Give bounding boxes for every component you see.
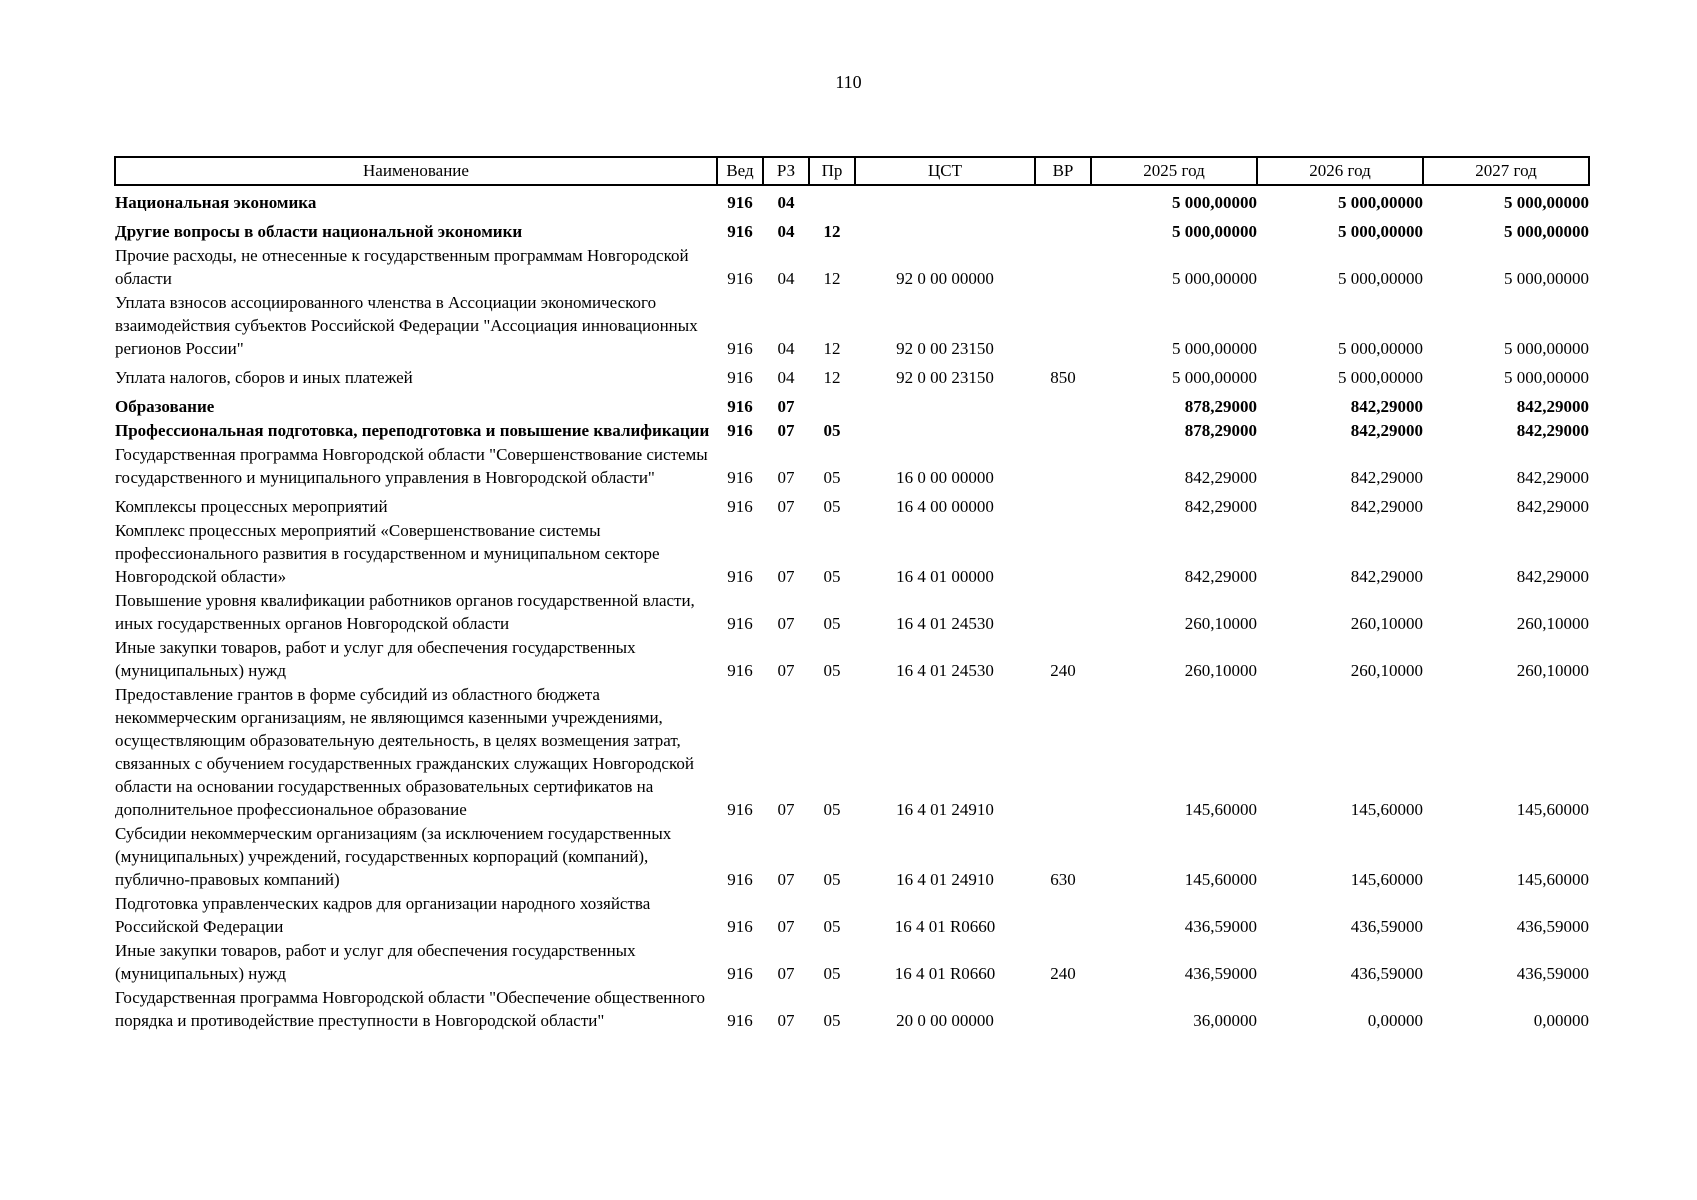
header-2025: 2025 год	[1091, 157, 1257, 185]
row-vr	[1035, 443, 1091, 490]
row-rz: 04	[777, 269, 795, 288]
row-2027: 436,59000	[1516, 917, 1589, 936]
row-2025: 842,29000	[1184, 497, 1257, 516]
table-row	[115, 215, 1589, 244]
row-2027: 5 000,00000	[1504, 339, 1589, 358]
row-ved: 916	[727, 497, 753, 516]
row-name: Прочие расходы, не отнесенные к государственным программам Новгородской области	[115, 246, 689, 288]
row-pr: 05	[823, 614, 841, 633]
row-2027: 5 000,00000	[1504, 222, 1589, 241]
header-pr: Пр	[809, 157, 855, 185]
table-row	[115, 291, 1589, 361]
table-row	[115, 490, 1589, 519]
row-2027: 5 000,00000	[1504, 368, 1589, 387]
row-cst: 16 4 01 R0660	[894, 917, 996, 936]
row-2025: 5 000,00000	[1172, 339, 1257, 358]
table-row	[115, 589, 1589, 636]
row-2026: 5 000,00000	[1338, 222, 1423, 241]
row-name: Национальная экономика	[115, 193, 317, 212]
row-rz: 07	[777, 567, 795, 586]
row-name: Другие вопросы в области национальной экономики	[115, 222, 523, 241]
row-cst: 92 0 00 23150	[896, 339, 994, 358]
row-pr	[809, 185, 855, 215]
row-name: Уплата налогов, сборов и иных платежей	[115, 368, 413, 387]
row-rz: 07	[777, 497, 795, 516]
row-rz: 07	[777, 614, 795, 633]
row-name: Подготовка управленческих кадров для организации народного хозяйства Российской Федерации	[115, 894, 651, 936]
table-row	[115, 892, 1589, 939]
row-pr: 05	[823, 800, 841, 819]
row-vr: 850	[1050, 368, 1076, 387]
row-ved: 916	[727, 193, 753, 212]
table-row	[115, 361, 1589, 390]
row-2026: 436,59000	[1350, 964, 1423, 983]
row-2027: 436,59000	[1516, 964, 1589, 983]
row-rz: 04	[777, 339, 795, 358]
row-2027: 145,60000	[1516, 800, 1589, 819]
row-ved: 916	[727, 468, 753, 487]
row-pr: 05	[823, 870, 841, 889]
table-row	[115, 986, 1589, 1033]
row-cst	[855, 185, 1035, 215]
row-rz: 04	[777, 222, 795, 241]
row-pr: 05	[823, 468, 841, 487]
table-row	[115, 636, 1589, 683]
row-cst: 92 0 00 23150	[896, 368, 994, 387]
row-ved: 916	[727, 339, 753, 358]
row-rz: 07	[777, 800, 795, 819]
row-vr: 630	[1050, 870, 1076, 889]
row-2027: 5 000,00000	[1504, 193, 1589, 212]
row-2026: 842,29000	[1350, 421, 1423, 440]
row-pr: 12	[823, 222, 841, 241]
row-name: Профессиональная подготовка, переподготовка и повышение квалификации	[115, 421, 710, 440]
row-2025: 842,29000	[1184, 567, 1257, 586]
row-ved: 916	[727, 614, 753, 633]
row-pr: 12	[823, 368, 841, 387]
row-2025: 878,29000	[1184, 421, 1257, 440]
table-row	[115, 185, 1589, 215]
row-pr	[809, 390, 855, 419]
row-cst: 20 0 00 00000	[896, 1011, 994, 1030]
row-2025: 5 000,00000	[1172, 269, 1257, 288]
row-2025: 36,00000	[1193, 1011, 1257, 1030]
row-pr: 05	[823, 917, 841, 936]
row-ved: 916	[727, 269, 753, 288]
row-cst	[855, 419, 1035, 443]
row-2027: 842,29000	[1516, 567, 1589, 586]
row-name: Уплата взносов ассоциированного членства в Ассоциации экономического взаимодействия субъектов Российской Федерации "Ассоциация инновационных регионов России"	[115, 293, 698, 358]
row-rz: 04	[777, 193, 795, 212]
row-2025: 5 000,00000	[1172, 368, 1257, 387]
table-row	[115, 419, 1589, 443]
budget-table	[114, 156, 1590, 1033]
row-ved: 916	[727, 964, 753, 983]
row-2027: 842,29000	[1516, 397, 1589, 416]
row-2026: 5 000,00000	[1338, 339, 1423, 358]
row-vr	[1035, 490, 1091, 519]
header-vr: ВР	[1035, 157, 1091, 185]
row-ved: 916	[727, 917, 753, 936]
row-2025: 5 000,00000	[1172, 193, 1257, 212]
row-rz: 07	[777, 917, 795, 936]
row-cst: 16 4 01 24530	[896, 661, 994, 680]
row-rz: 07	[777, 468, 795, 487]
row-name: Иные закупки товаров, работ и услуг для обеспечения государственных (муниципальных) нужд	[115, 638, 636, 680]
row-pr: 05	[823, 661, 841, 680]
row-2026: 436,59000	[1350, 917, 1423, 936]
row-vr: 240	[1050, 661, 1076, 680]
table-row	[115, 683, 1589, 822]
table-header-row	[115, 157, 1589, 185]
row-vr	[1035, 185, 1091, 215]
row-ved: 916	[727, 567, 753, 586]
row-pr: 05	[823, 1011, 841, 1030]
row-2026: 842,29000	[1350, 468, 1423, 487]
row-2027: 0,00000	[1533, 1011, 1589, 1030]
row-vr	[1035, 215, 1091, 244]
row-vr	[1035, 244, 1091, 291]
row-vr	[1035, 589, 1091, 636]
table-row	[115, 244, 1589, 291]
row-ved: 916	[727, 1011, 753, 1030]
row-2026: 145,60000	[1350, 870, 1423, 889]
page-number: 110	[835, 72, 862, 92]
row-ved: 916	[727, 397, 753, 416]
row-pr: 12	[823, 339, 841, 358]
row-2026: 0,00000	[1367, 1011, 1423, 1030]
row-cst: 16 4 01 24910	[896, 870, 994, 889]
row-ved: 916	[727, 421, 753, 440]
row-cst: 16 4 01 R0660	[894, 964, 996, 983]
row-ved: 916	[727, 870, 753, 889]
row-2025: 436,59000	[1184, 964, 1257, 983]
row-cst	[855, 390, 1035, 419]
row-2025: 260,10000	[1184, 661, 1257, 680]
row-vr	[1035, 683, 1091, 822]
row-2026: 842,29000	[1350, 567, 1423, 586]
row-rz: 07	[777, 870, 795, 889]
row-2026: 5 000,00000	[1338, 193, 1423, 212]
row-ved: 916	[727, 800, 753, 819]
header-rz: РЗ	[763, 157, 809, 185]
row-cst: 16 0 00 00000	[896, 468, 994, 487]
header-cst: ЦСТ	[855, 157, 1035, 185]
row-2025: 145,60000	[1184, 870, 1257, 889]
table-row	[115, 443, 1589, 490]
row-2025: 145,60000	[1184, 800, 1257, 819]
row-name: Повышение уровня квалификации работников органов государственной власти, иных государственных органов Новгородской области	[115, 591, 695, 633]
header-name: Наименование	[115, 157, 717, 185]
row-2026: 842,29000	[1350, 497, 1423, 516]
row-2025: 260,10000	[1184, 614, 1257, 633]
row-2026: 5 000,00000	[1338, 368, 1423, 387]
row-name: Иные закупки товаров, работ и услуг для обеспечения государственных (муниципальных) нужд	[115, 941, 636, 983]
row-name: Комплекс процессных мероприятий «Совершенствование системы профессионального развития в государственном и муниципальном секторе Новгородской области»	[115, 521, 660, 586]
row-cst: 92 0 00 00000	[896, 269, 994, 288]
row-vr	[1035, 291, 1091, 361]
header-ved: Вед	[717, 157, 763, 185]
row-rz: 04	[777, 368, 795, 387]
row-cst	[855, 215, 1035, 244]
row-2025: 5 000,00000	[1172, 222, 1257, 241]
row-2027: 5 000,00000	[1504, 269, 1589, 288]
row-2027: 842,29000	[1516, 497, 1589, 516]
row-2026: 842,29000	[1350, 397, 1423, 416]
row-2026: 5 000,00000	[1338, 269, 1423, 288]
row-rz: 07	[777, 421, 795, 440]
row-ved: 916	[727, 368, 753, 387]
row-vr: 240	[1050, 964, 1076, 983]
table-row	[115, 390, 1589, 419]
row-2026: 260,10000	[1350, 614, 1423, 633]
row-2027: 260,10000	[1516, 614, 1589, 633]
row-2027: 260,10000	[1516, 661, 1589, 680]
header-2026: 2026 год	[1257, 157, 1423, 185]
row-name: Комплексы процессных мероприятий	[115, 497, 388, 516]
row-pr: 12	[823, 269, 841, 288]
row-cst: 16 4 01 24530	[896, 614, 994, 633]
row-vr	[1035, 986, 1091, 1033]
row-2025: 878,29000	[1184, 397, 1257, 416]
row-2025: 436,59000	[1184, 917, 1257, 936]
header-2027: 2027 год	[1423, 157, 1589, 185]
row-cst: 16 4 01 24910	[896, 800, 994, 819]
row-cst: 16 4 00 00000	[896, 497, 994, 516]
table-row	[115, 822, 1589, 892]
row-rz: 07	[777, 661, 795, 680]
row-name: Государственная программа Новгородской области "Обеспечение общественного порядка и противодействие преступности в Новгородской области"	[115, 988, 706, 1030]
row-2027: 842,29000	[1516, 468, 1589, 487]
row-pr: 05	[823, 421, 841, 440]
row-pr: 05	[823, 964, 841, 983]
row-vr	[1035, 419, 1091, 443]
row-vr	[1035, 519, 1091, 589]
row-vr	[1035, 390, 1091, 419]
row-cst: 16 4 01 00000	[896, 567, 994, 586]
table-row	[115, 939, 1589, 986]
row-2026: 145,60000	[1350, 800, 1423, 819]
row-name: Предоставление грантов в форме субсидий из областного бюджета некоммерческим организациям, не являющимся казенными учреждениями, осуществляющим образовательную деятельность, в целях возмещения затрат, связанных с обучением государственных гражданских служащих Новгородской области на основании государственных образовательных сертификатов на дополнительное профессиональное образование	[115, 685, 694, 819]
row-rz: 07	[777, 1011, 795, 1030]
row-pr: 05	[823, 567, 841, 586]
row-ved: 916	[727, 222, 753, 241]
row-vr	[1035, 892, 1091, 939]
row-2027: 145,60000	[1516, 870, 1589, 889]
row-rz: 07	[777, 964, 795, 983]
row-ved: 916	[727, 661, 753, 680]
row-2026: 260,10000	[1350, 661, 1423, 680]
row-pr: 05	[823, 497, 841, 516]
row-name: Государственная программа Новгородской области "Совершенствование системы государственного и муниципального управления в Новгородской области"	[115, 445, 708, 487]
row-2027: 842,29000	[1516, 421, 1589, 440]
table-row	[115, 519, 1589, 589]
row-name: Субсидии некоммерческим организациям (за исключением государственных (муниципальных) учреждений, государственных корпораций (компаний), публично-правовых компаний)	[115, 824, 672, 889]
row-rz: 07	[777, 397, 795, 416]
row-name: Образование	[115, 397, 215, 416]
row-2025: 842,29000	[1184, 468, 1257, 487]
